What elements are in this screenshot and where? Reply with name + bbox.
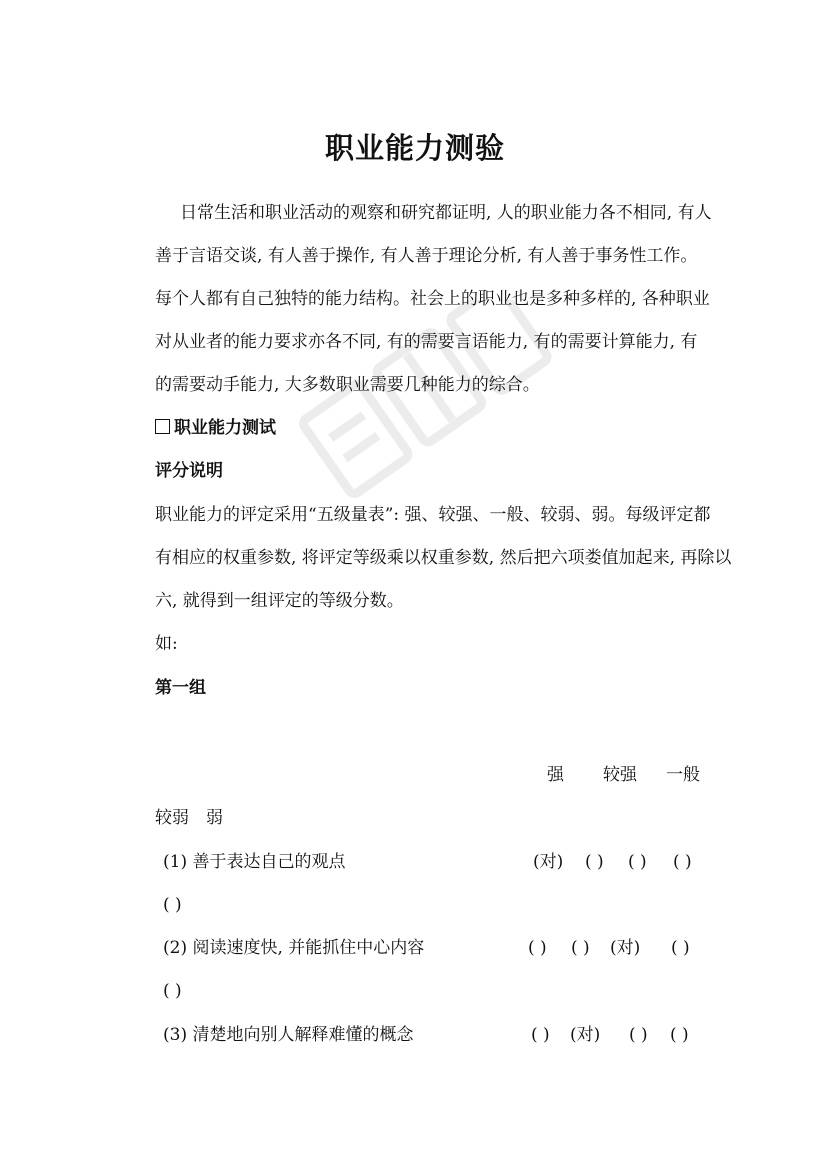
item-2-mark-fairly-strong: ( ) <box>571 938 590 958</box>
item-3-mark-strong: ( ) <box>531 1025 550 1045</box>
scale-header-average: 一般 <box>666 765 700 785</box>
intro-line-5: 的需要动手能力, 大多数职业需要几种能力的综合。 <box>155 375 540 395</box>
intro-line-2: 善于言语交谈, 有人善于操作, 有人善于理论分析, 有人善于事务性工作。 <box>155 246 698 266</box>
intro-line-3: 每个人都有自己独特的能力结构。社会上的职业也是多种多样的, 各种职业 <box>155 289 710 309</box>
scoring-line-2: 有相应的权重参数, 将评定等级乘以权重参数, 然后把六项娄值加起来, 再除以 <box>155 548 732 568</box>
scoring-line-3: 六, 就得到一组评定的等级分数。 <box>155 591 404 611</box>
page-title: 职业能力测验 <box>324 131 505 165</box>
item-2-mark-weak: ( ) <box>163 981 182 1001</box>
section-heading <box>155 416 276 440</box>
scoring-heading: 评分说明 <box>155 461 223 481</box>
item-1-mark-average: ( ) <box>628 852 647 872</box>
intro-line-4: 对从业者的能力要求亦各不同, 有的需要言语能力, 有的需要计算能力, 有 <box>155 332 698 352</box>
item-2-mark-average: (对) <box>610 938 641 958</box>
item-1-mark-strong: (对) <box>533 852 564 872</box>
item-1-mark-fairly-strong: ( ) <box>585 852 604 872</box>
item-1-mark-weak: ( ) <box>163 895 182 915</box>
item-2-text: (2) 阅读速度快, 并能抓住中心内容 <box>163 938 425 958</box>
item-3-mark-fairly-weak: ( ) <box>670 1025 689 1045</box>
checkbox-icon <box>155 419 170 434</box>
item-3-text: (3) 清楚地向别人解释难懂的概念 <box>163 1025 414 1045</box>
group-label: 第一组 <box>155 678 206 698</box>
item-1-text: (1) 善于表达自己的观点 <box>163 852 346 872</box>
item-2-mark-strong: ( ) <box>528 938 547 958</box>
item-3-mark-average: ( ) <box>629 1025 648 1045</box>
item-2-mark-fairly-weak: ( ) <box>671 938 690 958</box>
scale-header-weak: 较弱 弱 <box>155 808 223 828</box>
scale-header-fairly-strong: 较强 <box>603 765 637 785</box>
scoring-line-1: 职业能力的评定采用“五级量表”: 强、较强、一般、较弱、弱。每级评定都 <box>155 505 711 525</box>
item-1-mark-fairly-weak: ( ) <box>673 852 692 872</box>
example-label: 如: <box>155 634 178 654</box>
item-3-mark-fairly-strong: (对) <box>570 1025 601 1045</box>
intro-line-1: 日常生活和职业活动的观察和研究都证明, 人的职业能力各不相同, 有人 <box>180 203 712 223</box>
scale-header-strong: 强 <box>547 765 564 785</box>
section-heading-label: 职业能力测试 <box>174 418 276 438</box>
